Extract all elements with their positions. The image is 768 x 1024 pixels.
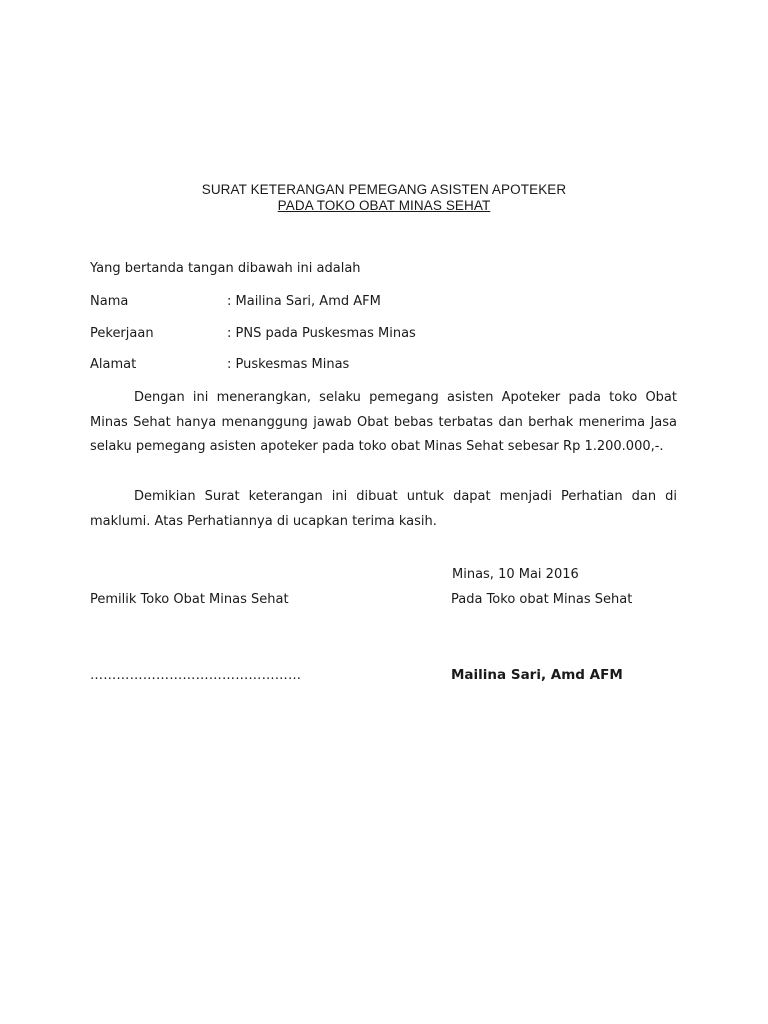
closing-paragraph [90, 485, 677, 534]
letter-subtitle-text: PADA TOKO OBAT MINAS SEHAT [277, 198, 491, 213]
assistant-name: Mailina Sari, Amd AFM [451, 667, 623, 683]
date-place: Minas, 10 Mai 2016 [452, 567, 579, 582]
closing-text: Demikian Surat keterangan ini dibuat untuk dapat menjadi Perhatian dan di maklumi. Atas Perhatiannya di ucapkan terima kasih. [90, 489, 677, 529]
field-label-alamat: Alamat [90, 357, 137, 372]
field-value-alamat: : Puskesmas Minas [227, 357, 350, 372]
field-label-nama: Nama [90, 294, 129, 309]
field-value-pekerjaan: : PNS pada Puskesmas Minas [227, 326, 416, 341]
statement-text: Dengan ini menerangkan, selaku pemegang asisten Apoteker pada toko Obat Minas Sehat hanya menanggung jawab Obat bebas terbatas dan berhak menerima Jasa selaku pemegang asisten apoteker pada toko obat Minas Sehat sebesar Rp 1.200.000,-. [90, 390, 677, 454]
intro-line: Yang bertanda tangan dibawah ini adalah [90, 261, 361, 276]
owner-signature-blank: ………………………………………… [90, 668, 302, 683]
field-value-nama: : Mailina Sari, Amd AFM [227, 294, 381, 309]
letter-title: SURAT KETERANGAN PEMEGANG ASISTEN APOTEKER [201, 182, 567, 197]
field-label-pekerjaan: Pekerjaan [90, 326, 154, 341]
owner-title: Pemilik Toko Obat Minas Sehat [90, 592, 289, 607]
statement-paragraph [90, 386, 677, 460]
letter-subtitle [0, 198, 768, 213]
assistant-title: Pada Toko obat Minas Sehat [451, 592, 633, 607]
